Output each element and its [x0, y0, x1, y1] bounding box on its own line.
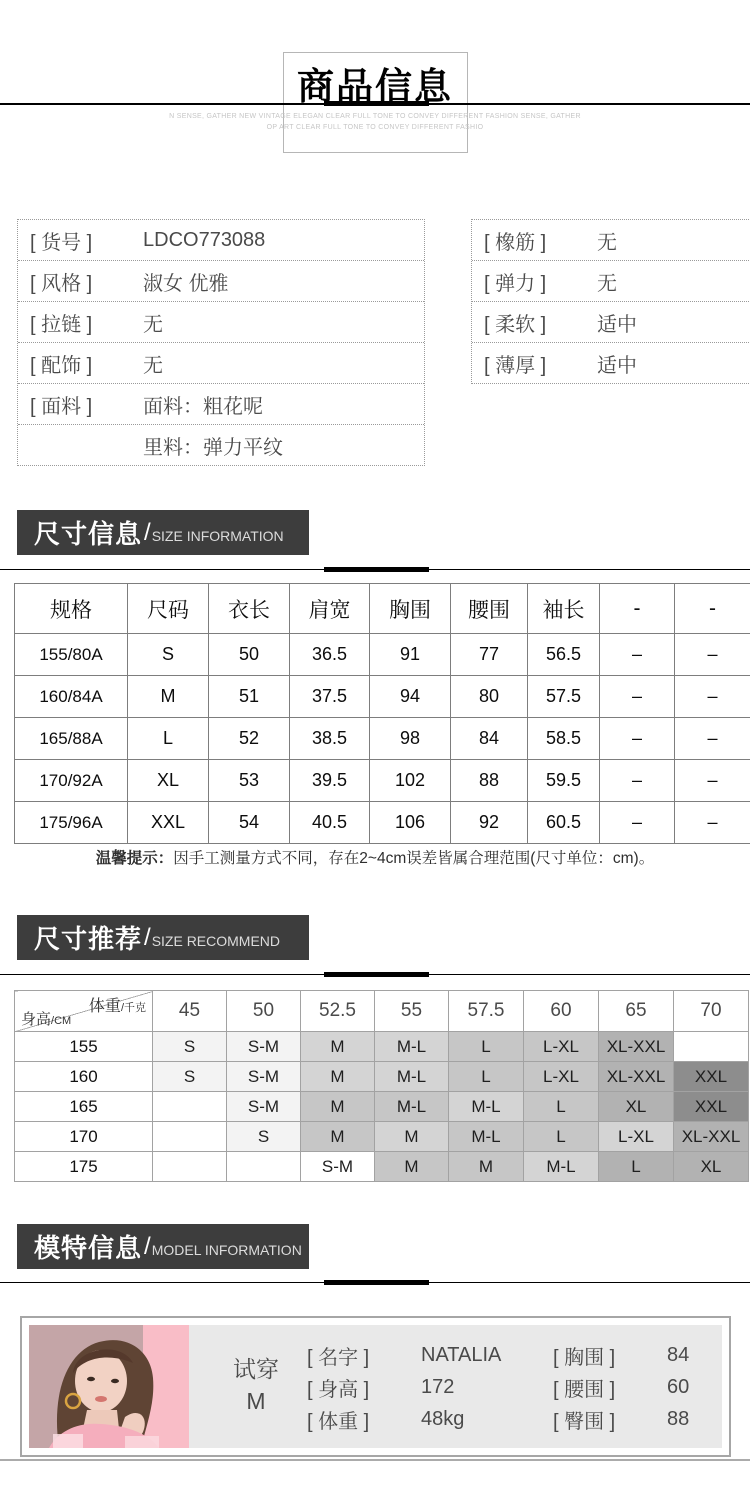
size-table-row: [15, 760, 750, 802]
size-value-cell: –: [600, 718, 675, 760]
measure-note-label: 温馨提示：: [95, 850, 174, 867]
subtitle-line-2: OP ART CLEAR FULL TONE TO CONVEY DIFFERENT FASHIO: [266, 124, 484, 131]
recommend-size-cell: L: [524, 1122, 599, 1152]
size-value-cell: –: [600, 634, 675, 676]
recommend-size-cell: [674, 1032, 749, 1062]
model-detail-label: [ 腰围 ]: [553, 1378, 616, 1401]
model-detail-value: 60: [667, 1375, 690, 1398]
recommend-size-cell: M-L: [375, 1062, 449, 1092]
size-value-cell: 60.5: [528, 802, 600, 844]
model-detail-label: [ 名字 ]: [307, 1346, 370, 1369]
size-value-cell: –: [675, 760, 750, 802]
size-value-cell: –: [675, 634, 750, 676]
section-title-en: SIZE INFORMATION: [151, 527, 284, 544]
model-detail-row: [307, 1373, 547, 1401]
model-detail-row: [553, 1373, 719, 1401]
size-value-cell: 88: [451, 760, 528, 802]
weight-column-header: 55: [375, 991, 449, 1032]
size-spec-cell: 160/84A: [15, 676, 128, 718]
recommend-table-row: [15, 1062, 749, 1092]
recommend-size-cell: M: [375, 1152, 449, 1182]
size-value-cell: 53: [209, 760, 290, 802]
section-header-size-recommend: [17, 915, 309, 960]
size-value-cell: –: [675, 718, 750, 760]
recommend-size-cell: L-XL: [524, 1032, 599, 1062]
size-value-cell: 91: [370, 634, 451, 676]
size-value-cell: –: [600, 676, 675, 718]
size-value-cell: 59.5: [528, 760, 600, 802]
model-detail-label: [ 胸围 ]: [553, 1346, 616, 1369]
section-title-zh: 尺寸信息: [34, 519, 143, 549]
size-column-header: 尺码: [128, 584, 209, 634]
recommend-size-cell: M: [375, 1122, 449, 1152]
size-recommend-divider-accent: [324, 972, 429, 977]
size-value-cell: M: [128, 676, 209, 718]
attribute-value: 适中: [597, 354, 637, 377]
page-subtitle: [0, 111, 750, 133]
model-detail-label: [ 臀围 ]: [553, 1410, 616, 1433]
recommend-size-cell: XL-XXL: [599, 1032, 674, 1062]
size-value-cell: 106: [370, 802, 451, 844]
recommend-size-cell: M: [301, 1032, 375, 1062]
recommend-size-cell: L-XL: [599, 1122, 674, 1152]
attribute-label: [ 配饰 ]: [30, 354, 93, 377]
recommend-size-cell: M-L: [449, 1092, 524, 1122]
recommend-size-cell: [153, 1092, 227, 1122]
height-row-header: 170: [15, 1122, 153, 1152]
size-value-cell: 50: [209, 634, 290, 676]
weight-column-header: 57.5: [449, 991, 524, 1032]
model-details-col1: [307, 1341, 547, 1433]
size-value-cell: 58.5: [528, 718, 600, 760]
size-value-cell: XXL: [128, 802, 209, 844]
attribute-row: [472, 220, 750, 261]
attribute-label: [ 拉链 ]: [30, 313, 93, 336]
recommend-size-cell: L: [524, 1092, 599, 1122]
recommend-size-cell: M-L: [524, 1152, 599, 1182]
weight-column-header: 45: [153, 991, 227, 1032]
size-table-header-row: [15, 584, 750, 634]
model-detail-label: [ 体重 ]: [307, 1410, 370, 1433]
attribute-row: [18, 261, 424, 302]
recommend-size-cell: XL-XXL: [599, 1062, 674, 1092]
recommend-size-cell: XL-XXL: [674, 1122, 749, 1152]
size-info-divider-accent: [324, 567, 429, 572]
attribute-row: [472, 343, 750, 383]
size-column-header: 肩宽: [290, 584, 370, 634]
section-slash: /: [144, 923, 151, 951]
size-value-cell: 52: [209, 718, 290, 760]
size-column-header: -: [675, 584, 750, 634]
size-value-cell: XL: [128, 760, 209, 802]
attribute-label: [ 柔软 ]: [484, 313, 547, 336]
attribute-value: 无: [597, 231, 617, 254]
model-detail-value: 48kg: [421, 1407, 465, 1430]
attribute-label: [ 弹力 ]: [484, 272, 547, 295]
fit-size: M: [246, 1388, 266, 1414]
corner-height-label: 身高/CM: [21, 1011, 72, 1028]
recommend-size-cell: [227, 1152, 301, 1182]
section-slash: /: [144, 1232, 151, 1260]
size-value-cell: 80: [451, 676, 528, 718]
section-title-en: MODEL INFORMATION: [151, 1241, 302, 1258]
recommend-table-row: [15, 1122, 749, 1152]
size-value-cell: 40.5: [290, 802, 370, 844]
attribute-row: [472, 302, 750, 343]
recommend-size-cell: M-L: [449, 1122, 524, 1152]
size-table-row: [15, 676, 750, 718]
size-spec-cell: 170/92A: [15, 760, 128, 802]
recommend-size-cell: S-M: [227, 1092, 301, 1122]
recommend-size-cell: S-M: [227, 1062, 301, 1092]
size-column-header: 袖长: [528, 584, 600, 634]
section-title-zh: 模特信息: [34, 1233, 143, 1263]
fit-label: 试穿: [233, 1356, 279, 1382]
size-recommend-table: [14, 990, 749, 1182]
attribute-label: [ 薄厚 ]: [484, 354, 547, 377]
recommend-size-cell: [153, 1152, 227, 1182]
model-info-divider-accent: [324, 1280, 429, 1285]
recommend-size-cell: L-XL: [524, 1062, 599, 1092]
size-column-header: -: [600, 584, 675, 634]
recommend-size-cell: S: [227, 1122, 301, 1152]
height-row-header: 155: [15, 1032, 153, 1062]
recommend-size-cell: L: [449, 1032, 524, 1062]
recommend-size-cell: S: [153, 1062, 227, 1092]
height-row-header: 160: [15, 1062, 153, 1092]
model-detail-value: 88: [667, 1407, 690, 1430]
attribute-row: [18, 302, 424, 343]
attribute-value: 无: [143, 354, 163, 377]
size-table-row: [15, 634, 750, 676]
attribute-row: [18, 425, 424, 465]
size-table-row: [15, 718, 750, 760]
recommend-size-cell: XL: [674, 1152, 749, 1182]
size-value-cell: 38.5: [290, 718, 370, 760]
size-value-cell: 56.5: [528, 634, 600, 676]
attribute-row: [18, 220, 424, 261]
size-value-cell: 37.5: [290, 676, 370, 718]
size-value-cell: 84: [451, 718, 528, 760]
attribute-value: 无: [597, 272, 617, 295]
size-value-cell: –: [600, 802, 675, 844]
attributes-right-box: [471, 219, 750, 384]
attribute-row: [18, 343, 424, 384]
section-header-size-info: [17, 510, 309, 555]
page-title: 商品信息: [297, 66, 453, 107]
size-value-cell: 57.5: [528, 676, 600, 718]
weight-column-header: 65: [599, 991, 674, 1032]
recommend-table-row: [15, 1152, 749, 1182]
size-value-cell: –: [675, 802, 750, 844]
model-detail-row: [553, 1341, 719, 1369]
size-table-row: [15, 802, 750, 844]
fit-size-block: [211, 1353, 301, 1417]
attribute-value: 无: [143, 313, 163, 336]
size-column-header: 规格: [15, 584, 128, 634]
attribute-value: LDCO773088: [143, 228, 266, 251]
size-value-cell: 94: [370, 676, 451, 718]
recommend-size-cell: M-L: [375, 1032, 449, 1062]
subtitle-line-1: N SENSE, GATHER NEW VINTAGE ELEGAN CLEAR FULL TONE TO CONVEY DIFFERENT FASHION SENSE, GATHER: [169, 113, 581, 120]
recommend-size-cell: M: [301, 1122, 375, 1152]
model-photo: [29, 1325, 189, 1448]
size-spec-cell: 155/80A: [15, 634, 128, 676]
corner-weight-label: 体重/千克: [88, 998, 146, 1015]
size-spec-cell: 165/88A: [15, 718, 128, 760]
model-detail-row: [307, 1341, 547, 1369]
recommend-size-cell: [153, 1122, 227, 1152]
attribute-value: 面料：粗花呢: [143, 395, 263, 418]
measure-note-text: 因手工测量方式不同，存在2~4cm误差皆属合理范围(尺寸单位：cm)。: [173, 850, 655, 867]
recommend-size-cell: L: [599, 1152, 674, 1182]
recommend-size-cell: M: [301, 1092, 375, 1122]
recommend-size-cell: XXL: [674, 1062, 749, 1092]
recommend-table-row: [15, 1092, 749, 1122]
size-column-header: 腰围: [451, 584, 528, 634]
section-slash: /: [144, 518, 151, 546]
attribute-row: [18, 384, 424, 425]
height-row-header: 175: [15, 1152, 153, 1182]
model-details-panel: [189, 1325, 722, 1448]
weight-column-header: 60: [524, 991, 599, 1032]
recommend-table-row: [15, 1032, 749, 1062]
size-value-cell: 54: [209, 802, 290, 844]
attribute-value: 里料：弹力平纹: [143, 436, 283, 459]
model-detail-value: 84: [667, 1343, 690, 1366]
recommend-size-cell: S: [153, 1032, 227, 1062]
size-column-header: 胸围: [370, 584, 451, 634]
attribute-label: [ 风格 ]: [30, 272, 93, 295]
size-value-cell: S: [128, 634, 209, 676]
size-value-cell: 51: [209, 676, 290, 718]
attribute-value: 适中: [597, 313, 637, 336]
size-value-cell: –: [600, 760, 675, 802]
size-value-cell: –: [675, 676, 750, 718]
size-value-cell: 98: [370, 718, 451, 760]
height-row-header: 165: [15, 1092, 153, 1122]
bottom-separator-line: [0, 1459, 750, 1461]
recommend-size-cell: L: [449, 1062, 524, 1092]
measure-note: [0, 846, 750, 868]
model-detail-row: [307, 1405, 547, 1433]
model-detail-value: 172: [421, 1375, 455, 1398]
recommend-corner-cell: [15, 991, 153, 1032]
model-details-col2: [553, 1341, 719, 1433]
recommend-size-cell: M-L: [375, 1092, 449, 1122]
attribute-label: [ 橡筋 ]: [484, 231, 547, 254]
size-value-cell: L: [128, 718, 209, 760]
size-value-cell: 39.5: [290, 760, 370, 802]
recommend-size-cell: XXL: [674, 1092, 749, 1122]
size-value-cell: 102: [370, 760, 451, 802]
recommend-size-cell: XL: [599, 1092, 674, 1122]
size-spec-cell: 175/96A: [15, 802, 128, 844]
attribute-value: 淑女 优雅: [143, 272, 229, 295]
size-column-header: 衣长: [209, 584, 290, 634]
section-header-model-info: [17, 1224, 309, 1269]
recommend-size-cell: M: [449, 1152, 524, 1182]
attribute-label: [ 面料 ]: [30, 395, 93, 418]
model-detail-value: NATALIA: [421, 1343, 502, 1366]
recommend-size-cell: S-M: [301, 1152, 375, 1182]
size-value-cell: 92: [451, 802, 528, 844]
section-title-zh: 尺寸推荐: [34, 924, 143, 954]
size-table: [14, 583, 750, 844]
recommend-size-cell: S-M: [227, 1032, 301, 1062]
attributes-left-box: [17, 219, 425, 466]
weight-column-header: 50: [227, 991, 301, 1032]
attribute-row: [472, 261, 750, 302]
attribute-label: [ 货号 ]: [30, 231, 93, 254]
model-info-card: [20, 1316, 731, 1457]
model-detail-row: [553, 1405, 719, 1433]
weight-column-header: 52.5: [301, 991, 375, 1032]
size-value-cell: 36.5: [290, 634, 370, 676]
size-value-cell: 77: [451, 634, 528, 676]
model-detail-label: [ 身高 ]: [307, 1378, 370, 1401]
recommend-size-cell: M: [301, 1062, 375, 1092]
recommend-header-row: [15, 991, 749, 1032]
section-title-en: SIZE RECOMMEND: [151, 932, 281, 949]
weight-column-header: 70: [674, 991, 749, 1032]
